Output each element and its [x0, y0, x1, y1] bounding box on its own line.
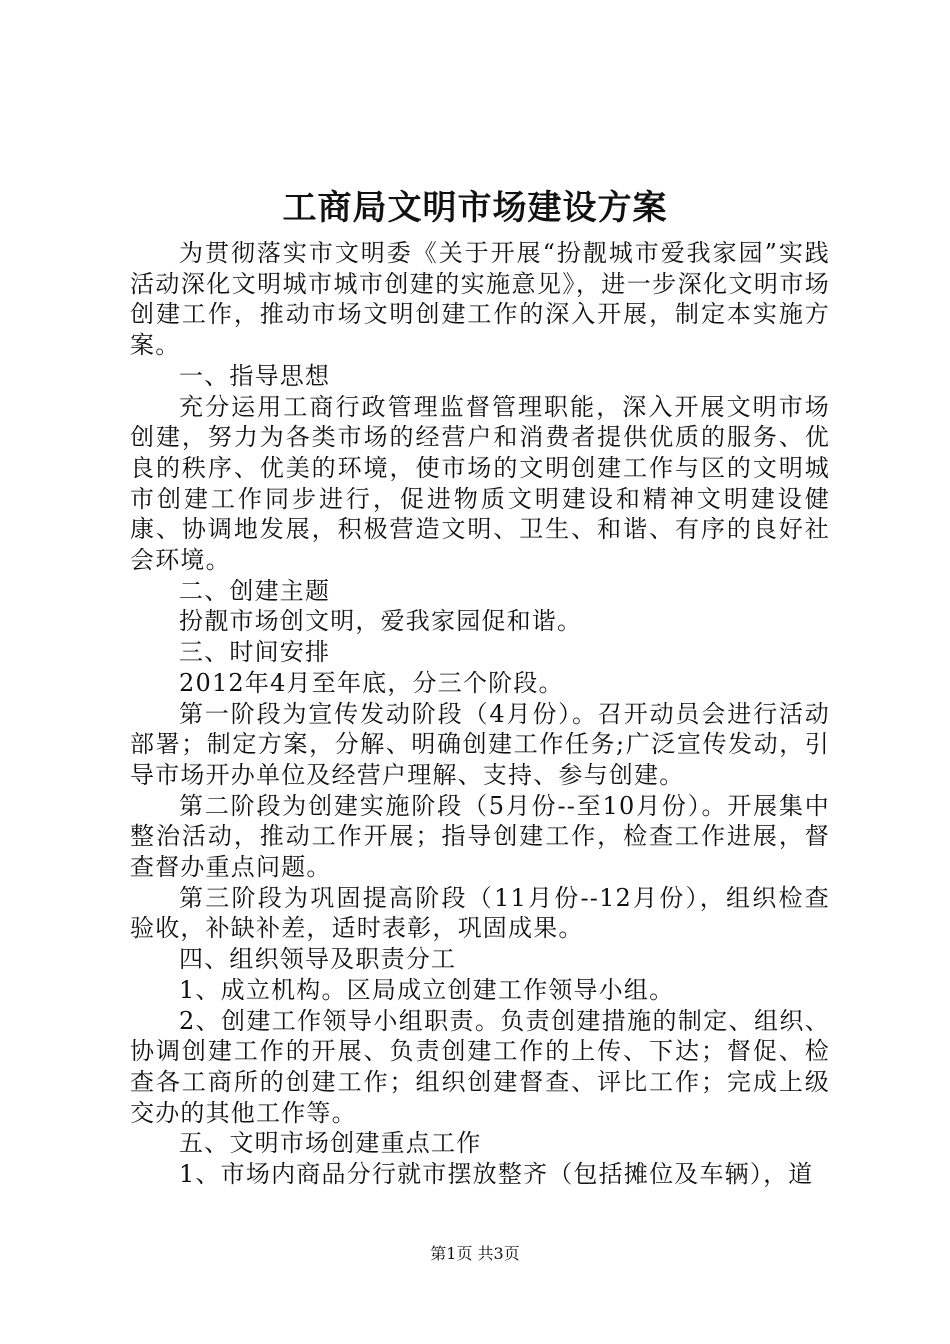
paragraph-schedule: 2012年4月至年底，分三个阶段。: [179, 668, 564, 697]
paragraph-org-2: 2、创建工作领导小组职责。负责创建措施的制定、组织、协调创建工作的开展、负责创建工作的上传、下达；督促、检查各工商所的创建工作；组织创建督查、评比工作；完成上级交办的其他工作等。: [130, 1006, 830, 1127]
paragraph-key-work-1: 1、市场内商品分行就市摆放整齐（包括摊位及车辆），道: [179, 1160, 814, 1189]
document-title: 工商局文明市场建设方案: [282, 188, 668, 228]
heading-organization: 四、组织领导及职责分工: [179, 945, 457, 974]
paragraph-org-1: 1、成立机构。区局成立创建工作领导小组。: [179, 975, 675, 1004]
paragraph-phase-2: 第二阶段为创建实施阶段（5月份--至10月份）。开展集中整治活动，推动工作开展；指导创建工作，检查工作进展，督查督办重点问题。: [130, 791, 830, 882]
page-footer: 第1页 共3页: [430, 1244, 520, 1263]
heading-guiding-thought: 一、指导思想: [179, 361, 331, 390]
paragraph-phase-1: 第一阶段为宣传发动阶段（4月份）。召开动员会进行活动部署；制定方案，分解、明确创建工作任务;广泛宣传发动，引导市场开办单位及经营户理解、支持、参与创建。: [130, 699, 830, 789]
paragraph-guiding-thought: 充分运用工商行政管理监督管理职能，深入开展文明市场创建，努力为各类市场的经营户和消费者提供优质的服务、优良的秩序、优美的环境，使市场的文明创建工作与区的文明城市创建工作同步进行，促进物质文明建设和精神文明建设健康、协调地发展，积极营造文明、卫生、和谐、有序的良好社会环境。: [130, 392, 830, 575]
heading-theme: 二、创建主题: [179, 576, 331, 605]
document-body: [130, 238, 830, 1190]
heading-schedule: 三、时间安排: [179, 638, 331, 667]
paragraph-intro: 为贯彻落实市文明委《关于开展“扮靓城市爱我家园”实践活动深化文明城市城市创建的实施意见》，进一步深化文明市场创建工作，推动市场文明创建工作的深入开展，制定本实施方案。: [130, 239, 830, 360]
paragraph-phase-3: 第三阶段为巩固提高阶段（11月份--12月份），组织检查验收，补缺补差，适时表彰，巩固成果。: [130, 883, 830, 943]
heading-key-work: 五、文明市场创建重点工作: [179, 1129, 482, 1158]
paragraph-theme: 扮靓市场创文明，爱我家园促和谐。: [179, 607, 583, 636]
